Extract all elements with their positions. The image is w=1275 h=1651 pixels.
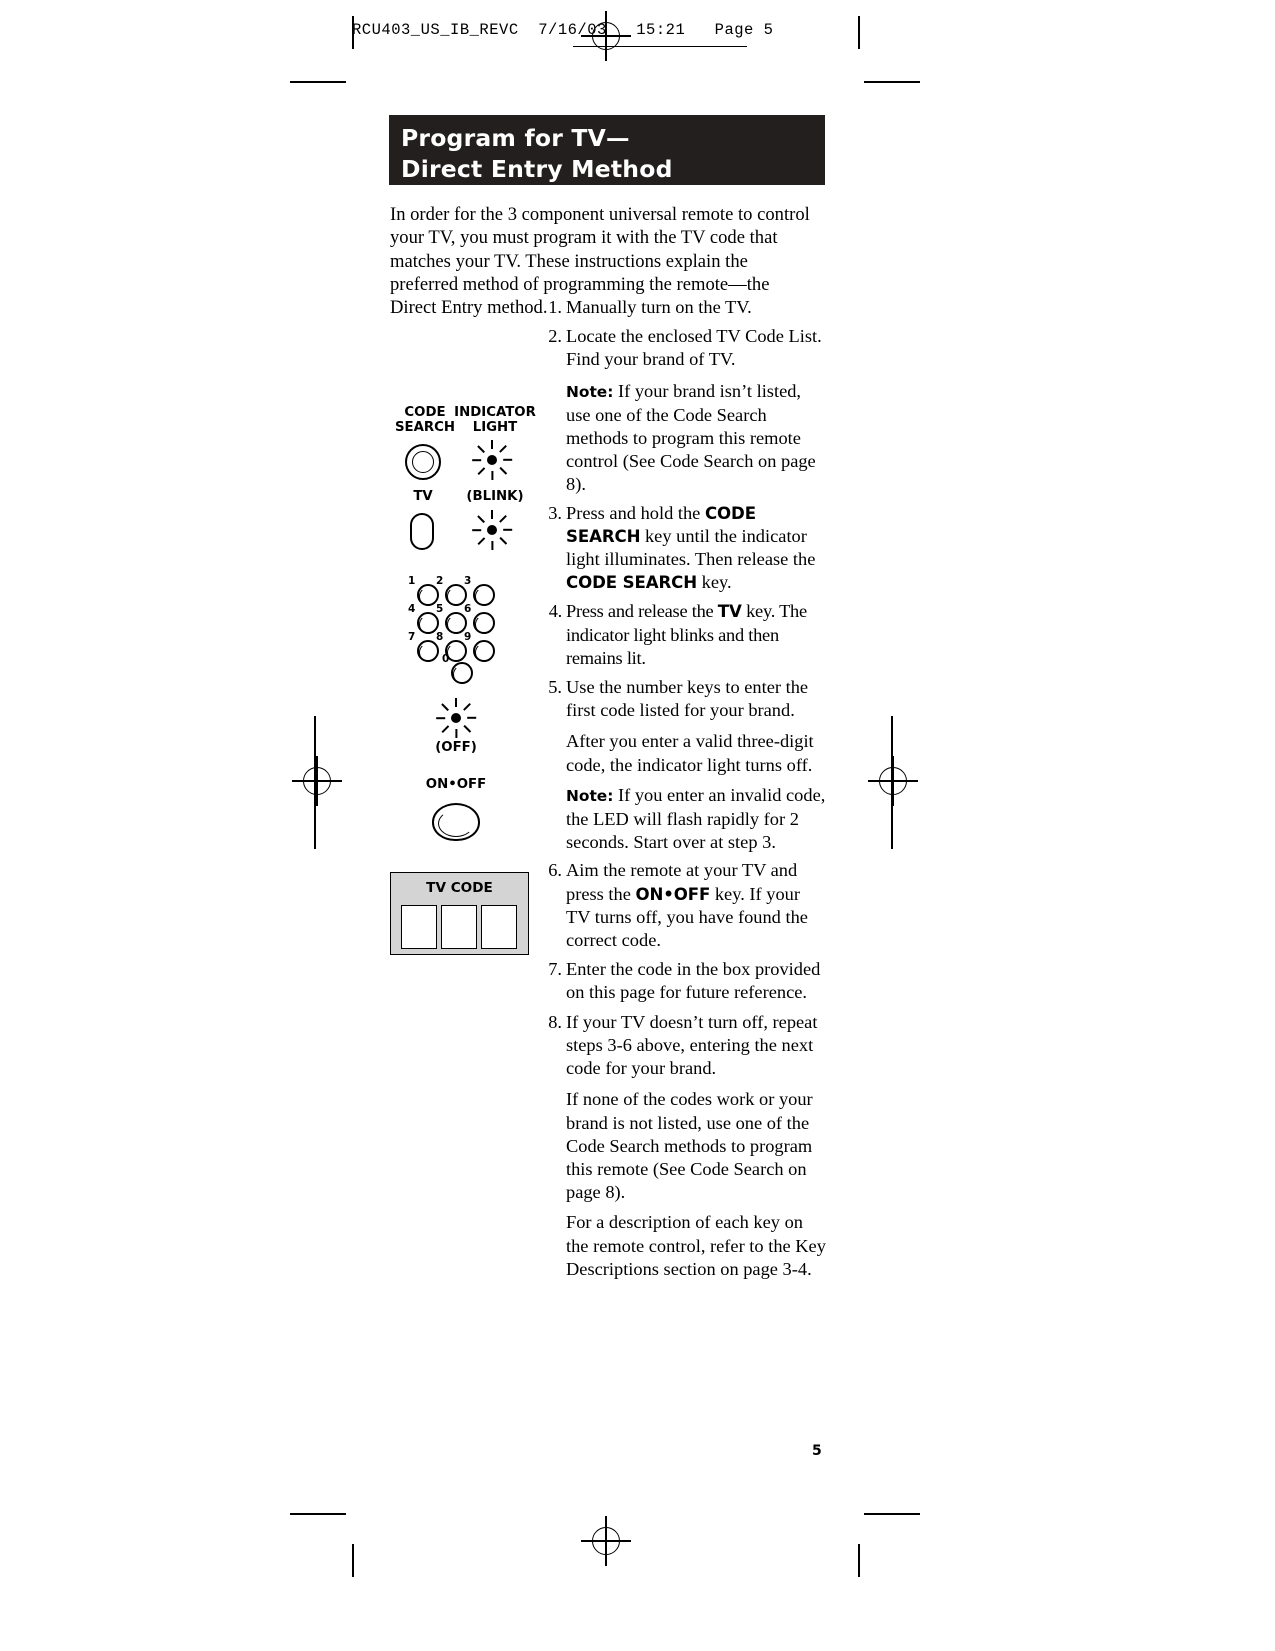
step-3-bold-code-search-1: CODE SEARCH bbox=[566, 503, 756, 546]
closing-paragraph-2: For a description of each key on the remote control, refer to the Key Descriptions section on page 3-4. bbox=[566, 1212, 826, 1279]
step-5-number: 5. bbox=[548, 677, 562, 698]
tv-code-digit-2[interactable] bbox=[441, 905, 477, 949]
off-label-text: (OFF) bbox=[435, 740, 477, 755]
intro-paragraph: In order for the 3 component universal remote to control your TV, you must program it with the TV code that matches your TV. These instructions explain the preferred method of programming the remote—the Direct Entry method. bbox=[390, 204, 810, 319]
code-search-label-line-2: SEARCH bbox=[394, 419, 456, 435]
indicator-light-label bbox=[447, 406, 543, 435]
number-key-6-label: 6 bbox=[464, 603, 472, 615]
note-2-label: Note: bbox=[566, 786, 614, 805]
note-1 bbox=[540, 380, 828, 497]
code-search-label-line-1: CODE bbox=[404, 405, 446, 420]
step-6-bold-on-off: ON•OFF bbox=[635, 884, 711, 904]
step-1-text: Manually turn on the TV. bbox=[566, 297, 752, 317]
step-3-text-part-3: key. bbox=[697, 572, 732, 593]
indicator-light-off-icon bbox=[436, 698, 476, 738]
on-off-label-text: ON•OFF bbox=[425, 777, 487, 792]
page-title-line-1: Program for TV— bbox=[401, 124, 630, 152]
instruction-list bbox=[540, 296, 828, 1281]
number-key-3-label: 3 bbox=[464, 575, 472, 587]
indicator-light-blink-icon bbox=[472, 510, 512, 550]
tv-key-label-text: TV bbox=[413, 489, 433, 504]
tv-button-icon[interactable] bbox=[410, 513, 434, 550]
step-3-text-part-1: Press and hold the bbox=[566, 502, 705, 523]
number-key-9[interactable] bbox=[464, 631, 495, 662]
fold-mark-right bbox=[891, 716, 893, 849]
header-slug: RCU403_US_IB_REVC 7/16/03 15:21 Page 5 bbox=[352, 21, 774, 39]
step-7 bbox=[540, 958, 828, 1004]
number-key-1-label: 1 bbox=[408, 575, 416, 587]
crop-mark-bottom-left bbox=[290, 1513, 346, 1515]
tv-code-caption: TV CODE bbox=[426, 880, 493, 896]
step-6-number: 6. bbox=[548, 860, 562, 881]
step-7-number: 7. bbox=[548, 959, 562, 980]
tv-code-digit-3[interactable] bbox=[481, 905, 517, 949]
step-4 bbox=[540, 600, 828, 670]
step-5 bbox=[540, 676, 828, 722]
step-3 bbox=[540, 502, 828, 595]
closing-paragraph-1: If none of the codes work or your brand is not listed, use one of the Code Search methods to program this remote (See Code Search on page 8). bbox=[566, 1089, 813, 1203]
step-1-number: 1. bbox=[548, 297, 562, 317]
page-title-bar bbox=[389, 115, 825, 185]
crop-mark-bottom-right-v bbox=[858, 1544, 860, 1577]
step-7-text: Enter the code in the box provided on this page for future reference. bbox=[566, 959, 821, 1003]
step-4-text-part-2: key. The indicator light blinks and then remains lit. bbox=[566, 601, 807, 668]
slug-underline bbox=[573, 46, 747, 47]
off-label bbox=[416, 741, 496, 756]
blink-label-text: (BLINK) bbox=[466, 489, 524, 504]
note-1-text: If your brand isn’t listed, use one of the Code Search methods to program this remote control (See Code Search on page 8). bbox=[566, 380, 816, 495]
number-key-8-label: 8 bbox=[436, 631, 444, 643]
step-6 bbox=[540, 859, 828, 952]
step-8-number: 8. bbox=[548, 1011, 562, 1032]
number-key-7[interactable] bbox=[408, 631, 439, 662]
crop-mark-bottom-right bbox=[864, 1513, 920, 1515]
crop-mark-bottom-left-v bbox=[352, 1544, 354, 1577]
indicator-light-on-icon bbox=[472, 440, 512, 480]
tv-code-entry-box bbox=[390, 872, 529, 955]
number-key-6[interactable] bbox=[464, 603, 495, 634]
note-1-label: Note: bbox=[566, 382, 614, 401]
number-key-0-label: 0 bbox=[442, 653, 450, 665]
step-6-text-part-1: Aim the remote at your TV and press the bbox=[566, 860, 798, 904]
note-2 bbox=[540, 784, 828, 855]
step-5-text: Use the number keys to enter the first code listed for your brand. bbox=[566, 677, 809, 721]
code-search-button-icon[interactable] bbox=[405, 444, 441, 480]
step-6-text-part-2: key. If your TV turns off, you have found the correct code. bbox=[566, 883, 808, 951]
step-1 bbox=[540, 296, 828, 319]
step-2 bbox=[540, 325, 828, 371]
step-4-number: 4. bbox=[548, 601, 562, 622]
page-title-line-2: Direct Entry Method bbox=[401, 155, 673, 183]
number-key-5-label: 5 bbox=[436, 603, 444, 615]
on-off-button-icon[interactable] bbox=[432, 803, 480, 841]
crop-mark-top-left bbox=[290, 81, 346, 83]
step-8 bbox=[540, 1011, 828, 1081]
number-key-0[interactable] bbox=[442, 653, 473, 684]
fold-mark-left bbox=[314, 716, 316, 849]
indicator-light-label-line-2: LIGHT bbox=[472, 419, 518, 435]
crop-mark-top-right bbox=[864, 81, 920, 83]
step-5-followup-paragraph: After you enter a valid three-digit code, the indicator light turns off. bbox=[566, 731, 814, 775]
step-3-bold-code-search-2: CODE SEARCH bbox=[566, 573, 698, 593]
page-number: 5 bbox=[812, 1443, 822, 1459]
number-key-4-label: 4 bbox=[408, 603, 416, 615]
number-key-7-label: 7 bbox=[408, 631, 416, 643]
step-2-text: Locate the enclosed TV Code List. Find your brand of TV. bbox=[566, 326, 822, 370]
indicator-light-label-line-1: INDICATOR bbox=[454, 405, 536, 420]
step-4-bold-tv: TV bbox=[717, 602, 742, 622]
step-8-text: If your TV doesn’t turn off, repeat steps 3-6 above, entering the next code for your brand. bbox=[566, 1011, 818, 1079]
step-4-text-part-1: Press and release the bbox=[566, 601, 718, 622]
note-2-text: If you enter an invalid code, the LED will flash rapidly for 2 seconds. Start over at step 3. bbox=[566, 784, 826, 853]
step-3-number: 3. bbox=[548, 502, 562, 523]
number-key-9-label: 9 bbox=[464, 631, 472, 643]
step-3-text-part-2: key until the indicator light illuminates. Then release the bbox=[566, 525, 816, 570]
on-off-label bbox=[414, 778, 498, 793]
number-key-2-label: 2 bbox=[436, 575, 444, 587]
tv-key-label bbox=[393, 490, 453, 505]
number-key-3[interactable] bbox=[464, 575, 495, 606]
blink-label bbox=[457, 490, 533, 505]
tv-code-digit-1[interactable] bbox=[401, 905, 437, 949]
step-2-number: 2. bbox=[548, 326, 562, 347]
crop-mark-top-right-v bbox=[858, 16, 860, 49]
